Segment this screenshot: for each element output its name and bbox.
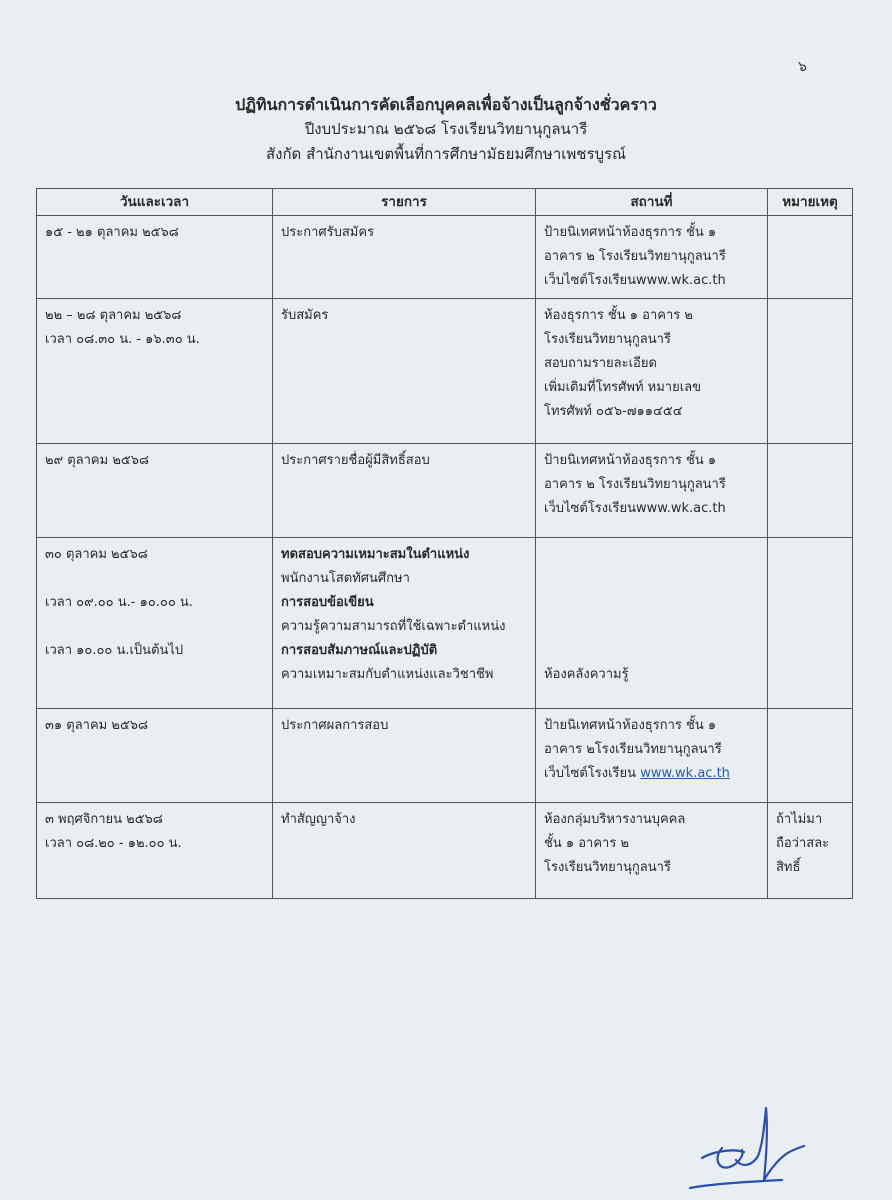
header-note: หมายเหตุ: [768, 189, 853, 216]
place-line: โทรศัพท์ ๐๕๖-๗๑๑๔๕๔: [544, 404, 683, 419]
table-row: [37, 216, 853, 299]
page-number: ๖: [798, 59, 807, 75]
spacer-line: [45, 615, 264, 639]
item-line: ความเหมาะสมกับตำแหน่งและวิชาชีพ: [281, 667, 494, 682]
schedule-table: [36, 188, 853, 899]
document-title: ปฏิทินการดำเนินการคัดเลือกบุคคลเพื่อจ้างเป็นลูกจ้างชั่วคราว: [235, 95, 657, 114]
table-header-row: [37, 189, 853, 216]
cell-note: [768, 709, 853, 803]
handwritten-signature: [682, 1100, 812, 1195]
item-line: ประกาศผลการสอบ: [281, 718, 389, 733]
table-row: [37, 709, 853, 803]
place-line: โรงเรียนวิทยานุกูลนารี: [544, 332, 671, 347]
cell-note: [768, 299, 853, 444]
place-line: อาคาร ๒ โรงเรียนวิทยานุกูลนารี: [544, 477, 726, 492]
cell-place: [536, 299, 768, 444]
cell-date: [37, 444, 273, 538]
place-line: อาคาร ๒โรงเรียนวิทยานุกูลนารี: [544, 742, 722, 757]
cell-place: [536, 709, 768, 803]
place-line: สอบถามรายละเอียด: [544, 356, 657, 371]
place-line: ห้องกลุ่มบริหารงานบุคคล: [544, 812, 686, 827]
cell-place: [536, 538, 768, 709]
time-line: เวลา ๐๙.๐๐ น.- ๑๐.๐๐ น.: [45, 595, 193, 610]
note-line: ถ้าไม่มา: [776, 812, 823, 827]
item-line: ประกาศรายชื่อผู้มีสิทธิ์สอบ: [281, 453, 430, 468]
place-line: ชั้น ๑ อาคาร ๒: [544, 836, 630, 851]
cell-note: [768, 538, 853, 709]
place-line: ป้ายนิเทศหน้าห้องธุรการ ชั้น ๑: [544, 718, 717, 733]
document-subtitle-affiliation: สังกัด สำนักงานเขตพื้นที่การศึกษามัธยมศึกษาเพชรบูรณ์: [266, 145, 626, 163]
signature-stroke: [690, 1108, 804, 1188]
place-line: เว็บไซต์โรงเรียนwww.wk.ac.th: [544, 273, 726, 288]
spacer-line: [544, 639, 759, 663]
place-line: เว็บไซต์โรงเรียนwww.wk.ac.th: [544, 501, 726, 516]
cell-note: [768, 803, 853, 899]
time-line: เวลา ๑๐.๐๐ น.เป็นต้นไป: [45, 643, 184, 658]
cell-item: [273, 803, 536, 899]
place-line: ห้องธุรการ ชั้น ๑ อาคาร ๒: [544, 308, 693, 323]
place-line: ห้องคลังความรู้: [544, 667, 629, 682]
cell-item: [273, 216, 536, 299]
table-row: [37, 803, 853, 899]
item-line: ทำสัญญาจ้าง: [281, 812, 356, 827]
date-line: ๒๒ – ๒๘ ตุลาคม ๒๕๖๘: [45, 308, 182, 323]
item-heading-line: การสอบสัมภาษณ์และปฏิบัติ: [281, 643, 438, 658]
time-line: เวลา ๐๘.๓๐ น. - ๑๖.๓๐ น.: [45, 332, 200, 347]
note-line: ถือว่าสละ: [776, 836, 830, 851]
header-item: รายการ: [273, 189, 536, 216]
cell-date: [37, 538, 273, 709]
table-row: [37, 444, 853, 538]
spacer-line: [45, 567, 264, 591]
spacer-line: [544, 615, 759, 639]
date-line: ๑๕ - ๒๑ ตุลาคม ๒๕๖๘: [45, 225, 179, 240]
cell-date: [37, 709, 273, 803]
item-line: ประกาศรับสมัคร: [281, 225, 375, 240]
cell-item: [273, 709, 536, 803]
place-line: โรงเรียนวิทยานุกูลนารี: [544, 860, 671, 875]
cell-item: [273, 299, 536, 444]
place-line: เพิ่มเติมที่โทรศัพท์ หมายเลข: [544, 380, 702, 395]
cell-item: [273, 538, 536, 709]
item-line: ความรู้ความสามารถที่ใช้เฉพาะตำแหน่ง: [281, 619, 506, 634]
table-row: [37, 299, 853, 444]
cell-place: [536, 216, 768, 299]
date-line: ๓๑ ตุลาคม ๒๕๖๘: [45, 718, 149, 733]
item-heading-line: ทดสอบความเหมาะสมในตำแหน่ง: [281, 547, 470, 562]
school-website-link[interactable]: www.wk.ac.th: [640, 766, 730, 781]
cell-note: [768, 216, 853, 299]
cell-place: [536, 803, 768, 899]
item-line: พนักงานโสตทัศนศึกษา: [281, 571, 410, 586]
spacer-line: [544, 567, 759, 591]
document-subtitle-fiscal-year: ปีงบประมาณ ๒๕๖๘ โรงเรียนวิทยานุกูลนารี: [304, 120, 588, 138]
item-line: รับสมัคร: [281, 308, 329, 323]
header-place: สถานที่: [536, 189, 768, 216]
cell-date: [37, 216, 273, 299]
note-line: สิทธิ์: [776, 860, 801, 875]
place-line: ป้ายนิเทศหน้าห้องธุรการ ชั้น ๑: [544, 225, 717, 240]
place-line: ป้ายนิเทศหน้าห้องธุรการ ชั้น ๑: [544, 453, 717, 468]
place-line: อาคาร ๒ โรงเรียนวิทยานุกูลนารี: [544, 249, 726, 264]
item-heading-line: การสอบข้อเขียน: [281, 595, 374, 610]
header-date-time: วันและเวลา: [37, 189, 273, 216]
cell-date: [37, 299, 273, 444]
spacer-line: [544, 543, 759, 567]
time-line: เวลา ๐๘.๒๐ - ๑๒.๐๐ น.: [45, 836, 182, 851]
table-row: [37, 538, 853, 709]
cell-date: [37, 803, 273, 899]
place-line-with-link: [544, 762, 759, 786]
date-line: ๓๐ ตุลาคม ๒๕๖๘: [45, 547, 148, 562]
document-heading: [0, 92, 892, 167]
date-line: ๓ พฤศจิกายน ๒๕๖๘: [45, 812, 163, 827]
spacer-line: [544, 591, 759, 615]
cell-item: [273, 444, 536, 538]
date-line: ๒๙ ตุลาคม ๒๕๖๘: [45, 453, 150, 468]
website-label: เว็บไซต์โรงเรียน: [544, 766, 641, 781]
cell-note: [768, 444, 853, 538]
cell-place: [536, 444, 768, 538]
